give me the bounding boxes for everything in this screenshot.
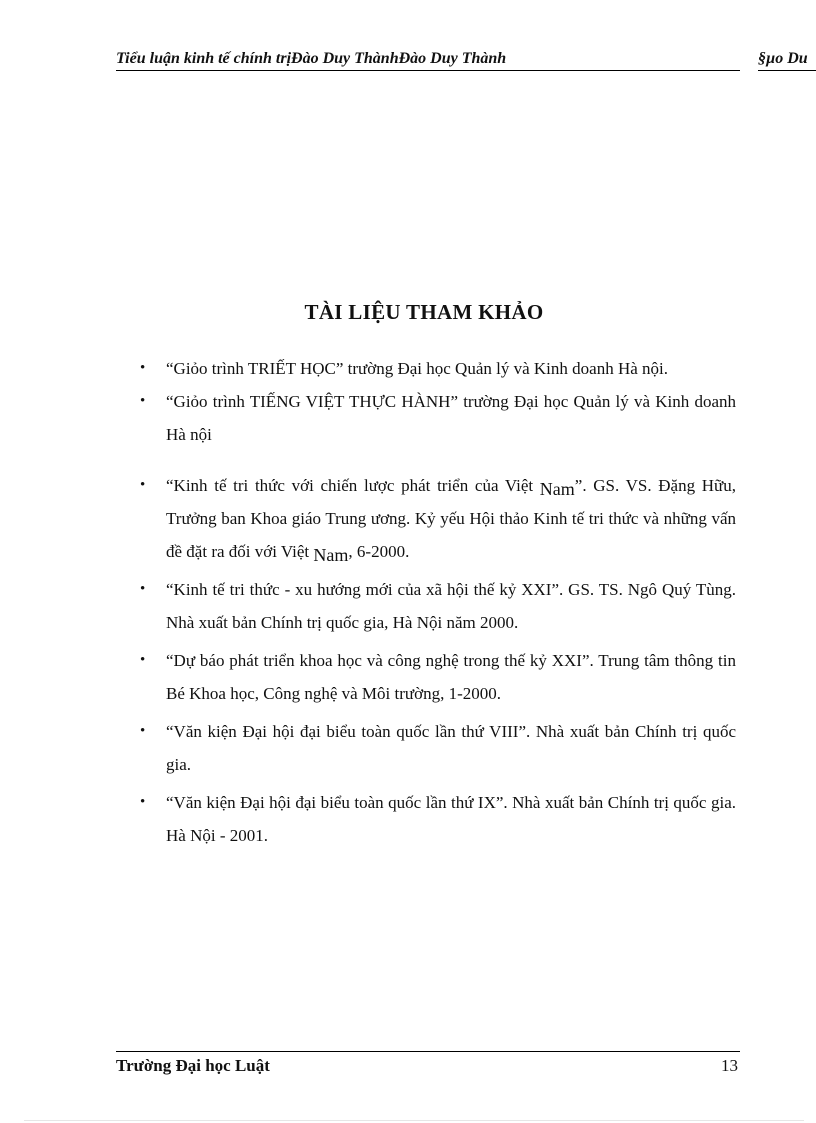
list-item	[140, 385, 736, 451]
list-item	[140, 352, 736, 385]
page-header	[116, 50, 816, 72]
list-item	[140, 469, 736, 568]
page-edge-divider	[24, 1120, 804, 1121]
reference-text: “Giỏo trình TIẾNG VIỆT THỰC HÀNH” trường Đại học Quản lý và Kinh doanh Hà nội	[166, 392, 736, 444]
footer-institution: Trường Đại học Luật	[116, 1056, 270, 1075]
reference-text: “Văn kiện Đại hội đại biểu toàn quốc lần thứ IX”. Nhà xuất bản Chính trị quốc gia. Hà Nội - 2001.	[166, 793, 736, 845]
list-item	[140, 715, 736, 781]
bullet-icon: •	[140, 723, 146, 739]
reference-text: “Giỏo trình TRIẾT HỌC” trường Đại học Quản lý và Kinh doanh Hà nội.	[166, 359, 668, 378]
header-title: Tiểu luận kinh tế chính trịĐào Duy ThànhĐào Duy Thành	[116, 50, 740, 71]
reference-text: “Văn kiện Đại hội đại biểu toàn quốc lần thứ VIII”. Nhà xuất bản Chính trị quốc gia.	[166, 722, 736, 774]
list-item	[140, 644, 736, 710]
list-item	[140, 786, 736, 852]
header-right-text: §µo Du	[758, 50, 816, 71]
reference-text-part: , 6-2000.	[348, 542, 410, 561]
page-title: TÀI LIỆU THAM KHẢO	[304, 300, 544, 324]
reference-text-subscript: Nam	[313, 545, 349, 565]
bullet-icon: •	[140, 393, 146, 409]
bullet-icon: •	[140, 477, 146, 493]
reference-text: “Kinh tế tri thức - xu hướng mới của xã hội thế kỷ XXI”. GS. TS. Ngô Quý Tùng. Nhà xuất bản Chính trị quốc gia, Hà Nội năm 2000.	[166, 580, 736, 632]
list-item	[140, 573, 736, 639]
bullet-icon: •	[140, 360, 146, 376]
page-footer	[116, 1051, 740, 1076]
bullet-icon: •	[140, 652, 146, 668]
reference-text-part: “Kinh tế tri thức với chiến lược phát triển của Việt	[166, 476, 540, 495]
reference-text-part: ”. GS. VS. Đặng Hữu, Trưởng ban Khoa giáo Trung ương. Kỷ yếu Hội thảo Kinh tế tri thức và những vấn đề đặt ra đối với Việt	[166, 476, 736, 561]
page-number: 13	[721, 1056, 738, 1075]
bullet-icon: •	[140, 794, 146, 810]
bullet-icon: •	[140, 581, 146, 597]
reference-list	[140, 352, 736, 852]
reference-text-subscript: Nam	[539, 479, 575, 499]
reference-text: “Dự báo phát triển khoa học và công nghệ trong thế kỷ XXI”. Trung tâm thông tin Bé Khoa học, Công nghệ và Môi trường, 1-2000.	[166, 651, 736, 703]
